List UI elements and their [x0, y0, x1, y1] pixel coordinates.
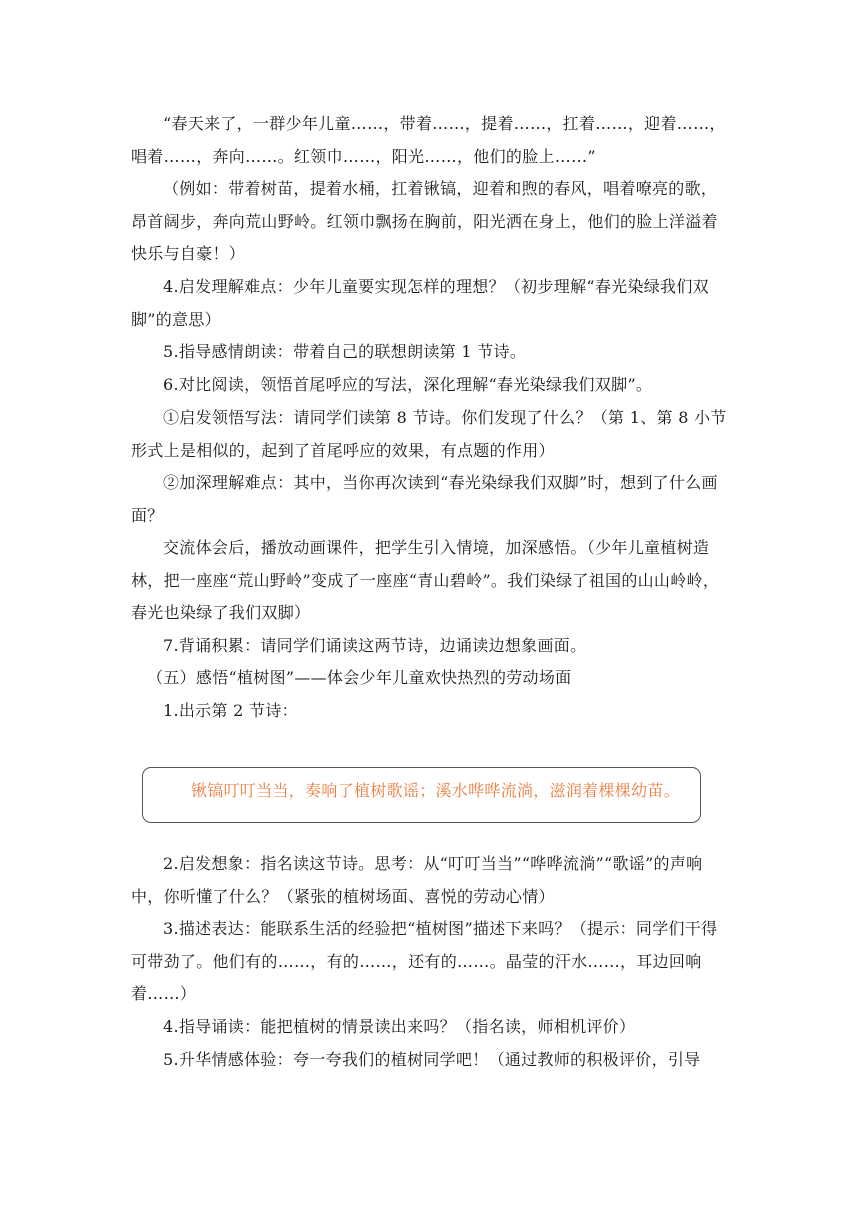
paragraph-step-3: 3.描述表达：能联系生活的经验把“植树图”描述下来吗？（提示：同学们干得可带劲了。他们有的……，有的……，还有的……。晶莹的汗水……，耳边回响着……）: [131, 919, 718, 1004]
paragraph-step-7: 7.背诵积累：请同学们诵读这两节诗，边诵读边想象画面。: [163, 636, 587, 655]
paragraph-step-1: 1.出示第 2 节诗：: [163, 701, 298, 720]
paragraph-step-4b: 4.指导诵读：能把植树的情景读出来吗？（指名读，师相机评价）: [163, 1017, 636, 1036]
paragraph-step-6: 6.对比阅读，领悟首尾呼应的写法，深化理解“春光染绿我们双脚”。: [163, 375, 653, 394]
paragraph-step-5: 5.指导感情朗读：带着自己的联想朗读第 1 节诗。: [163, 342, 527, 361]
paragraph-step-6-1: ①启发领悟写法：请同学们读第 8 节诗。你们发现了什么？（第 1、第 8 小节形式上是相似的，起到了首尾呼应的效果，有点题的作用）: [131, 408, 727, 460]
paragraph-step-4: 4.启发理解难点：少年儿童要实现怎样的理想？（初步理解“春光染绿我们双脚”的意思）: [131, 277, 709, 329]
poem-box: [142, 767, 701, 823]
paragraph-spring-frame: “春天来了，一群少年儿童……，带着……，提着……，扛着……，迎着……，唱着……，奔向……。红领巾……，阳光……，他们的脸上……”: [131, 114, 726, 166]
paragraph-step-5b: 5.升华情感体验：夸一夸我们的植树同学吧！（通过教师的积极评价，引导: [163, 1050, 701, 1069]
poem-text: 锹镐叮叮当当，奏响了植树歌谣；溪水哗哗流淌，滋润着棵棵幼苗。: [191, 781, 681, 800]
paragraph-step-6-2: ②加深理解难点：其中，当你再次读到“春光染绿我们双脚”时，想到了什么画面？: [131, 473, 718, 525]
paragraph-discussion: 交流体会后，播放动画课件，把学生引入情境，加深感悟。（少年儿童植树造林，把一座座“荒山野岭”变成了一座座“青山碧岭”。我们染绿了祖国的山山岭岭，春光也染绿了我们双脚）: [131, 538, 720, 623]
paragraph-step-2: 2.启发想象：指名读这节诗。思考：从“叮叮当当”“哗哗流淌”“歌谣”的声响中，你听懂了什么？（紧张的植树场面、喜悦的劳动心情）: [131, 854, 703, 906]
paragraph-example: （例如：带着树苗，提着水桶，扛着锹镐，迎着和煦的春风，唱着嘹亮的歌，昂首阔步，奔向荒山野岭。红领巾飘扬在胸前，阳光洒在身上，他们的脸上洋溢着快乐与自豪！）: [131, 179, 718, 264]
section-heading-5: （五）感悟“植树图”——体会少年儿童欢快热烈的劳动场面: [147, 668, 572, 687]
